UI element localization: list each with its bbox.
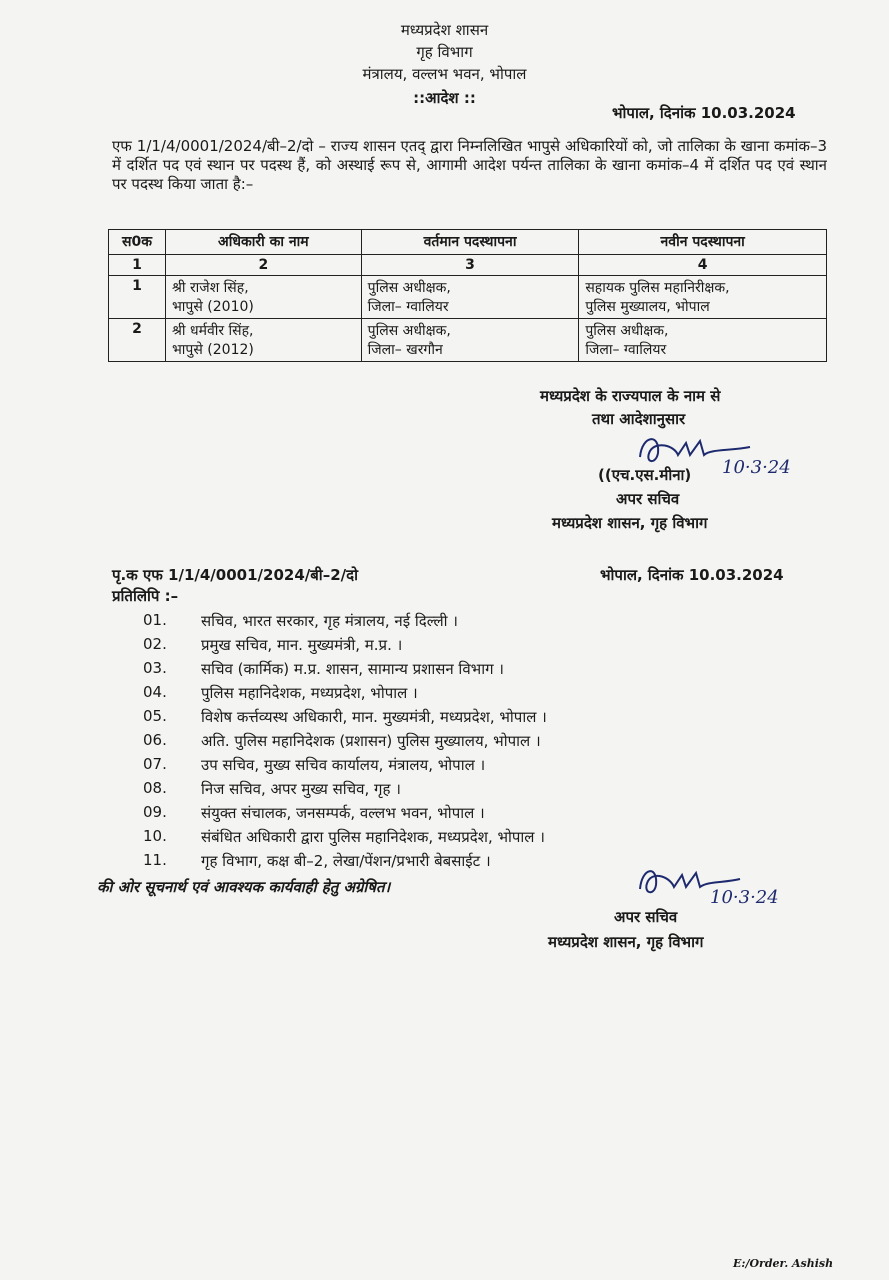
copy-item-number: 01. [143,611,167,629]
col-number: 1 [109,255,166,276]
officer-batch-line: भापुसे (2012) [171,342,254,358]
col-number: 3 [361,255,579,276]
new-place: पुलिस मुख्यालय, भोपाल [585,299,710,315]
copy-item-number: 11. [143,851,167,869]
copy-item-number: 06. [143,731,167,749]
officer-name [165,319,361,362]
forward-note: की ओर सूचनार्थ एवं आवश्यक कार्यवाही हेतु अग्रेषित। [97,878,391,896]
copy-item-text: गृह विभाग, कक्ष बी–2, लेखा/पेंशन/प्रभारी बेबसाईट । [201,852,491,870]
col-header-new: नवीन पदस्थापना [579,230,827,255]
header-govt: मध्यप्रदेश शासन [400,21,489,39]
authority-line-2: तथा आदेशानुसार [592,410,686,428]
officer-name-line: श्री धर्मवीर सिंह, [171,323,254,339]
col-header-current: वर्तमान पदस्थापना [361,230,579,255]
signature-date: 10·3·24 [722,457,791,478]
order-place-date: भोपाल, दिनांक 10.03.2024 [612,104,796,122]
copy-item-number: 08. [143,779,167,797]
signatory-designation: अपर सचिव [614,908,678,926]
endorsement-ref: पृ.क एफ 1/1/4/0001/2024/बी–2/दो [112,566,358,584]
copy-item-text: प्रमुख सचिव, मान. मुख्यमंत्री, म.प्र. । [201,636,403,654]
new-posting [579,276,827,319]
officer-name [165,276,361,319]
table-row [109,276,827,319]
copy-item-number: 05. [143,707,167,725]
current-posting [361,319,579,362]
current-posting [361,276,579,319]
copy-label: प्रतिलिपि :– [112,587,179,605]
copy-item-number: 09. [143,803,167,821]
file-reference-footer: E:/Order. Ashish [733,1257,834,1270]
row-sn: 2 [109,319,166,362]
officer-name-line: श्री राजेश सिंह, [171,280,249,296]
signature-date: 10·3·24 [710,887,779,908]
new-post: सहायक पुलिस महानिरीक्षक, [585,280,730,296]
officer-batch-line: भापुसे (2010) [171,299,254,315]
copy-item-text: पुलिस महानिदेशक, मध्यप्रदेश, भोपाल । [201,684,418,702]
signatory-name: ((एच.एस.मीना) [598,466,692,484]
current-post: पुलिस अधीक्षक, [367,280,451,296]
copy-item-number: 02. [143,635,167,653]
copy-item-number: 04. [143,683,167,701]
col-header-sn: स0क [109,230,166,255]
copy-item-text: संयुक्त संचालक, जनसम्पर्क, वल्लभ भवन, भोपाल । [201,804,485,822]
copy-item-text: सचिव, भारत सरकार, गृह मंत्रालय, नई दिल्ली । [201,612,458,630]
signatory-department: मध्यप्रदेश शासन, गृह विभाग [552,514,708,532]
copy-item-text: विशेष कर्त्तव्यस्थ अधिकारी, मान. मुख्यमंत्री, मध्यप्रदेश, भोपाल । [201,708,547,726]
current-place: जिला– खरगौन [367,342,443,358]
table-row [109,319,827,362]
current-place: जिला– ग्वालियर [367,299,449,315]
col-number: 4 [579,255,827,276]
new-post: पुलिस अधीक्षक, [585,323,669,339]
signatory-department: मध्यप्रदेश शासन, गृह विभाग [548,933,704,951]
header-address: मंत्रालय, वल्लभ भवन, भोपाल [362,65,527,83]
copy-item-text: उप सचिव, मुख्य सचिव कार्यालय, मंत्रालय, भोपाल । [201,756,486,774]
posting-table [108,229,827,362]
copy-item-text: संबंधित अधिकारी द्वारा पुलिस महानिदेशक, मध्यप्रदेश, भोपाल । [201,828,545,846]
new-place: जिला– ग्वालियर [585,342,667,358]
copy-item-text: सचिव (कार्मिक) म.प्र. शासन, सामान्य प्रशासन विभाग । [201,660,504,678]
copy-item-text: निज सचिव, अपर मुख्य सचिव, गृह । [201,780,401,798]
header-order-title: ::आदेश :: [413,89,476,107]
copy-item-text: अति. पुलिस महानिदेशक (प्रशासन) पुलिस मुख्यालय, भोपाल । [201,732,541,750]
col-header-name: अधिकारी का नाम [165,230,361,255]
signatory-designation: अपर सचिव [616,490,680,508]
table-colnum-row [109,255,827,276]
col-number: 2 [165,255,361,276]
copy-item-number: 07. [143,755,167,773]
row-sn: 1 [109,276,166,319]
order-intro-paragraph: एफ 1/1/4/0001/2024/बी–2/दो – राज्य शासन एतद् द्वारा निम्नलिखित भापुसे अधिकारियों को, जो तालिका के खाना कमांक–3 में दर्शित पद एवं स्थान पर पदस्थ हैं, को अस्थाई रूप से, आगामी आदेश पर्यन्त तालिका के खाना कमांक–4 में दर्शित पद एवं स्थान पर पदस्थ किया जाता है:– [112,137,827,193]
endorsement-place-date: भोपाल, दिनांक 10.03.2024 [600,566,784,584]
table-header-row [109,230,827,255]
current-post: पुलिस अधीक्षक, [367,323,451,339]
authority-line-1: मध्यप्रदेश के राज्यपाल के नाम से [540,387,721,405]
copy-item-number: 03. [143,659,167,677]
copy-item-number: 10. [143,827,167,845]
header-dept: गृह विभाग [416,43,473,61]
new-posting [579,319,827,362]
